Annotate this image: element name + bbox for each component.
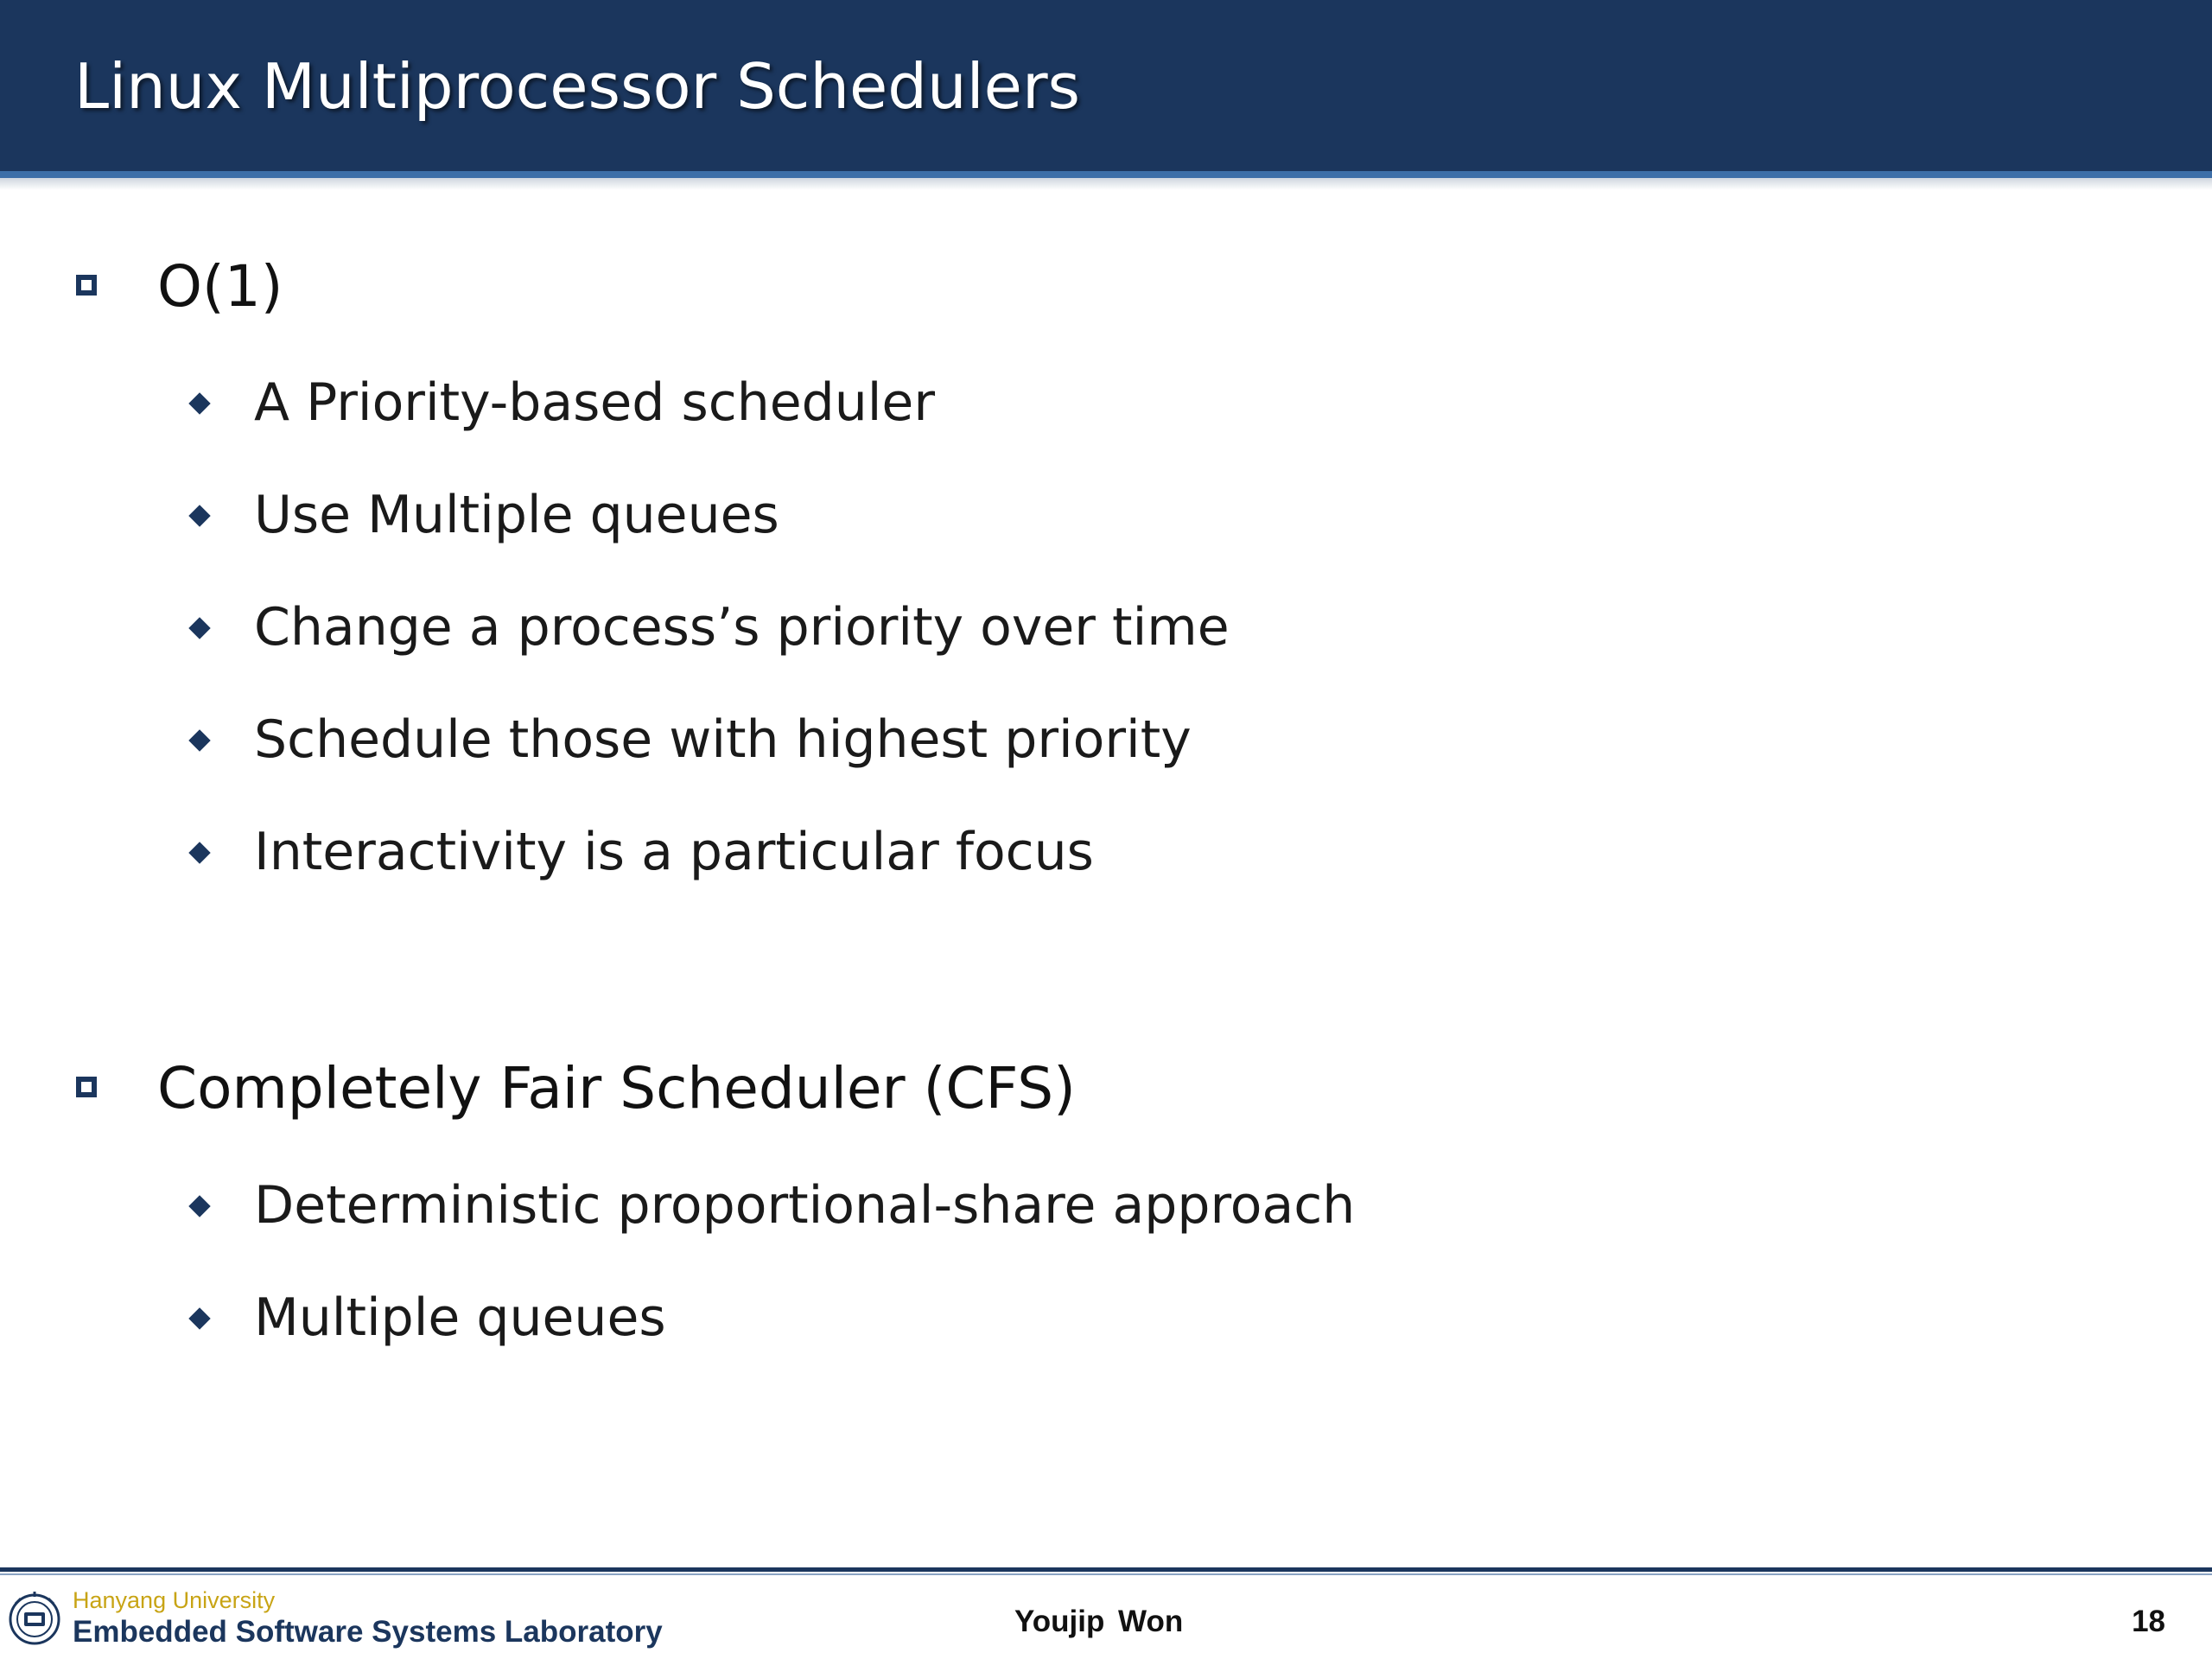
list-item-text: Schedule those with highest priority bbox=[254, 709, 1192, 770]
list-item-text: Change a process’s priority over time bbox=[254, 597, 1230, 658]
list-item-text: Interactivity is a particular focus bbox=[254, 822, 1094, 882]
author-name: Youjip Won bbox=[1014, 1605, 1184, 1638]
university-seal-icon bbox=[7, 1586, 62, 1649]
section-heading: Completely Fair Scheduler (CFS) bbox=[157, 1055, 1076, 1122]
diamond-bullet-icon bbox=[188, 505, 210, 526]
list-item-text: Use Multiple queues bbox=[254, 485, 779, 545]
diamond-bullet-icon bbox=[188, 1307, 210, 1329]
page-number: 18 bbox=[2132, 1605, 2165, 1638]
diamond-bullet-icon bbox=[188, 392, 210, 414]
square-bullet-icon bbox=[76, 275, 97, 296]
diamond-bullet-icon bbox=[188, 617, 210, 639]
diamond-bullet-icon bbox=[188, 729, 210, 751]
slide-title: Linux Multiprocessor Schedulers bbox=[74, 50, 1081, 123]
header-shadow bbox=[0, 178, 2212, 190]
square-bullet-icon bbox=[76, 1077, 97, 1097]
list-item-text: Multiple queues bbox=[254, 1287, 666, 1348]
footer-divider-thin bbox=[0, 1573, 2212, 1575]
lab-name: Embedded Software Systems Laboratory bbox=[73, 1615, 663, 1649]
list-item-text: Deterministic proportional-share approach bbox=[254, 1175, 1356, 1236]
header-accent-line bbox=[0, 171, 2212, 178]
footer-divider bbox=[0, 1567, 2212, 1572]
section-heading: O(1) bbox=[157, 253, 283, 320]
diamond-bullet-icon bbox=[188, 842, 210, 863]
list-item-text: A Priority-based scheduler bbox=[254, 372, 935, 433]
diamond-bullet-icon bbox=[188, 1195, 210, 1217]
university-name: Hanyang University bbox=[73, 1587, 276, 1613]
